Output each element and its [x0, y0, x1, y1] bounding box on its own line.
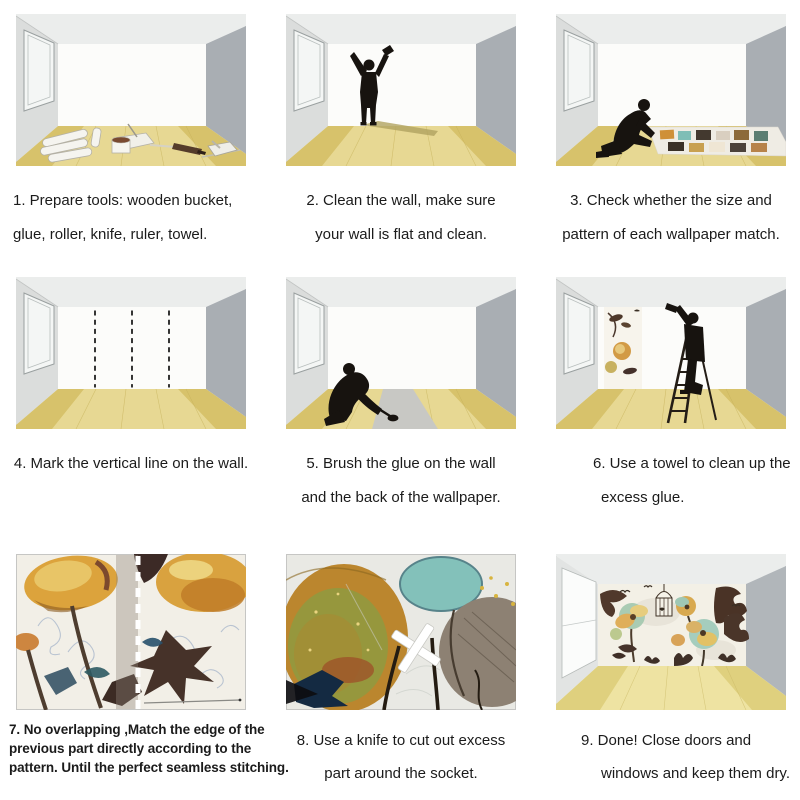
- caption-line: pattern. Until the perfect seamless stitching.: [9, 760, 289, 775]
- step-2: [279, 12, 523, 275]
- caption-line: pattern of each wallpaper match.: [562, 226, 780, 243]
- caption-line: windows and keep them dry.: [601, 765, 790, 782]
- step-1: [9, 12, 253, 275]
- step-7: [9, 538, 289, 790]
- room-brush-glue-illustration: [286, 277, 516, 429]
- step-7-figure: [16, 554, 246, 710]
- step-7-caption: [9, 720, 289, 777]
- wallpaper-sheet-on-floor: [648, 127, 786, 156]
- floral-mural: [598, 584, 749, 666]
- finished-room-illustration: [556, 554, 786, 710]
- step-4: [9, 275, 253, 538]
- step-4-figure: [16, 277, 246, 429]
- step-2-caption: [281, 184, 521, 252]
- step-1-caption: [11, 184, 251, 252]
- caption-line: previous part directly according to the: [9, 741, 252, 756]
- caption-line: 7. No overlapping ,Match the edge of the: [9, 722, 265, 737]
- step-9: [549, 538, 793, 790]
- step-3-caption: [551, 184, 791, 252]
- room-ladder-illustration: [556, 277, 786, 429]
- caption-line: part around the socket.: [324, 765, 478, 782]
- caption-line: 9. Done! Close doors and: [581, 732, 752, 749]
- step-5-figure: [286, 277, 516, 429]
- step-8-figure: [286, 554, 516, 710]
- caption-line: excess glue.: [601, 489, 685, 506]
- caption-line: 6. Use a towel to clean up the: [593, 455, 791, 472]
- caption-line: 1. Prepare tools: wooden bucket,: [13, 192, 233, 209]
- caption-line: your wall is flat and clean.: [315, 226, 487, 243]
- room-marked-lines-illustration: [16, 277, 246, 429]
- step-8: [279, 538, 523, 790]
- step-9-figure: [556, 554, 786, 710]
- wallpaper-strip-on-wall: [604, 307, 642, 389]
- step-6-caption: [551, 447, 791, 515]
- caption-line: and the back of the wallpaper.: [301, 489, 501, 506]
- step-6: [549, 275, 793, 538]
- step-3: [549, 12, 793, 275]
- caption-line: glue, roller, knife, ruler, towel.: [13, 226, 208, 243]
- caption-line: 4. Mark the vertical line on the wall.: [13, 455, 249, 472]
- step-4-caption: [11, 447, 251, 481]
- step-2-figure: [286, 14, 516, 166]
- step-1-figure: [16, 14, 246, 166]
- room-tools-illustration: [16, 14, 246, 166]
- caption-line: 8. Use a knife to cut out excess: [296, 732, 506, 749]
- caption-line: 5. Brush the glue on the wall: [306, 455, 496, 472]
- caption-line: 2. Clean the wall, make sure: [306, 192, 496, 209]
- step-8-caption: [281, 724, 521, 790]
- step-9-caption: [551, 724, 791, 790]
- room-clean-wall-illustration: [286, 14, 516, 166]
- room-check-wallpaper-illustration: [556, 14, 786, 166]
- overlap-strip: [116, 555, 138, 709]
- wallpaper-seam-closeup-illustration: [16, 554, 246, 710]
- step-3-figure: [556, 14, 786, 166]
- step-6-figure: [556, 277, 786, 429]
- caption-line: 3. Check whether the size and: [570, 192, 772, 209]
- step-5-caption: [281, 447, 521, 515]
- wallpaper-socket-cut-illustration: [286, 554, 516, 710]
- step-5: [279, 275, 523, 538]
